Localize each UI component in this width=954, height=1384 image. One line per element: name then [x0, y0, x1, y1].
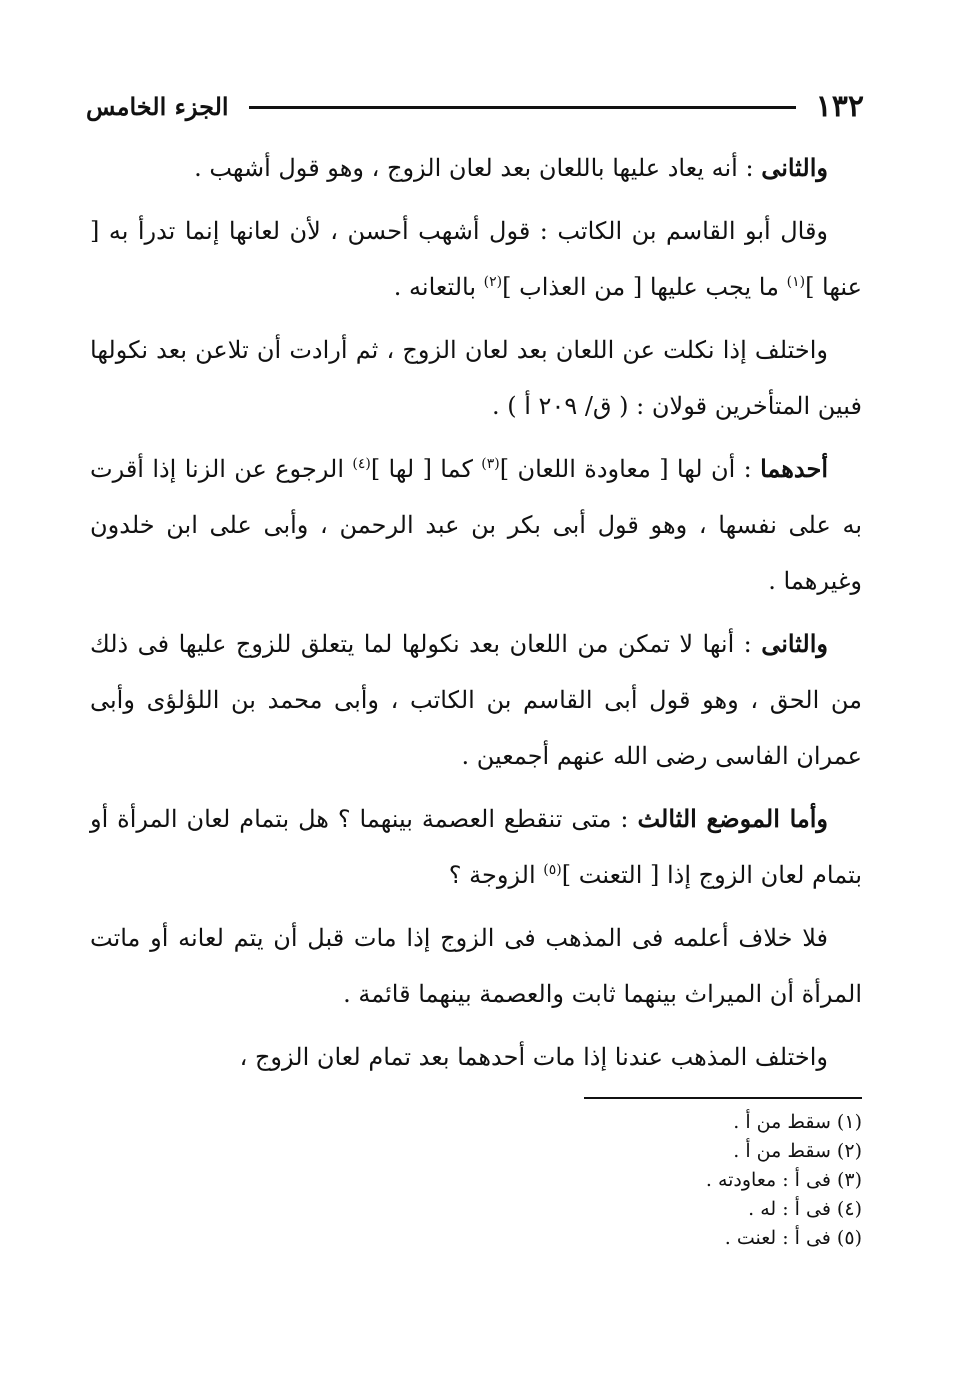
- paragraph-text: واختلف المذهب عندنا إذا مات أحدهما بعد تمام لعان الزوج ،: [239, 1043, 828, 1071]
- paragraph: [90, 791, 862, 903]
- paragraph-lead: وأما الموضع الثالث: [637, 804, 828, 833]
- footnote: (٣) فى أ : معاودته .: [705, 1169, 862, 1191]
- paragraph-lead: والثانى: [761, 629, 828, 658]
- paragraph-text: الرجوع عن الزنا إذا أقرت به على نفسها ، وهو قول أبى بكر بن عبد الرحمن ، وأبى على ابن خلدون وغيرهما .: [90, 455, 863, 595]
- paragraph-text: وقال أبو القاسم بن الكاتب : قول أشهب أحسن ، لأن لعانها إنما تدرأ به [ عنها ]: [90, 217, 862, 301]
- footnote: (٥) فى أ : لعنت .: [724, 1227, 862, 1249]
- page-body: [90, 140, 862, 1092]
- footnote-ref: (١): [786, 274, 806, 290]
- paragraph-lead: والثانى: [761, 153, 828, 182]
- footnote: (٢) سقط من أ .: [733, 1140, 862, 1162]
- page-number: ١٣٢: [815, 88, 864, 124]
- paragraph-text: : أنها لا تمكن من اللعان بعد نكولها لما يتعلق للزوج عليها فى ذلك من الحق ، وهو قول أبى القاسم بن الكاتب ، وأبى محمد بن اللؤلؤى وأبى عمران الفاسى رضى الله عنهم أجمعين .: [90, 630, 862, 770]
- paragraph-text: واختلف إذا نكلت عن اللعان بعد لعان الزوج ، ثم أرادت أن تلاعن بعد نكولها فبين المتأخرين قولان : ( ق/ ٢٠٩ أ ) .: [90, 336, 862, 420]
- running-title: الجزء الخامس: [86, 91, 229, 121]
- paragraph: [90, 441, 862, 609]
- footnote-ref: (٥): [543, 862, 562, 878]
- footnote-ref: (٣): [481, 456, 500, 472]
- paragraph-lead: أحدهما: [760, 454, 829, 483]
- paragraph-text: كما [ لها ]: [370, 455, 482, 483]
- page-header: [86, 84, 864, 128]
- paragraph-text: : أن لها [ معاودة اللعان ]: [499, 455, 761, 483]
- footnote-rule: [584, 1097, 862, 1099]
- paragraph: [90, 140, 862, 196]
- paragraph: [90, 910, 862, 1022]
- paragraph: [90, 1029, 862, 1085]
- paragraph-text: فلا خلاف أعلمه فى المذهب فى الزوج إذا مات قبل أن يتم لعانه أو ماتت المرأة أن الميراث بينهما ثابت والعصمة بينهما قائمة .: [90, 924, 862, 1008]
- paragraph: [90, 322, 862, 434]
- paragraph: [90, 616, 862, 784]
- paragraph-text: ما يجب عليها [ من العذاب ]: [502, 273, 787, 301]
- footnote: (١) سقط من أ .: [733, 1111, 862, 1133]
- footnotes: [500, 1108, 862, 1253]
- paragraph-text: الزوجة ؟: [448, 861, 544, 889]
- paragraph-text: بالتعانه .: [393, 273, 484, 301]
- footnote-ref: (٢): [483, 274, 503, 290]
- paragraph-text: : متى تنقطع العصمة بينهما ؟ هل بتمام لعان المرأة أو بتمام لعان الزوج إذا [ التعنت ]: [90, 805, 862, 889]
- footnote: (٤) فى أ : له .: [748, 1198, 862, 1220]
- header-rule: [249, 106, 796, 109]
- footnote-ref: (٤): [352, 456, 371, 472]
- paragraph: [90, 203, 862, 315]
- paragraph-text: : أنه يعاد عليها باللعان بعد لعان الزوج ، وهو قول أشهب .: [194, 154, 762, 182]
